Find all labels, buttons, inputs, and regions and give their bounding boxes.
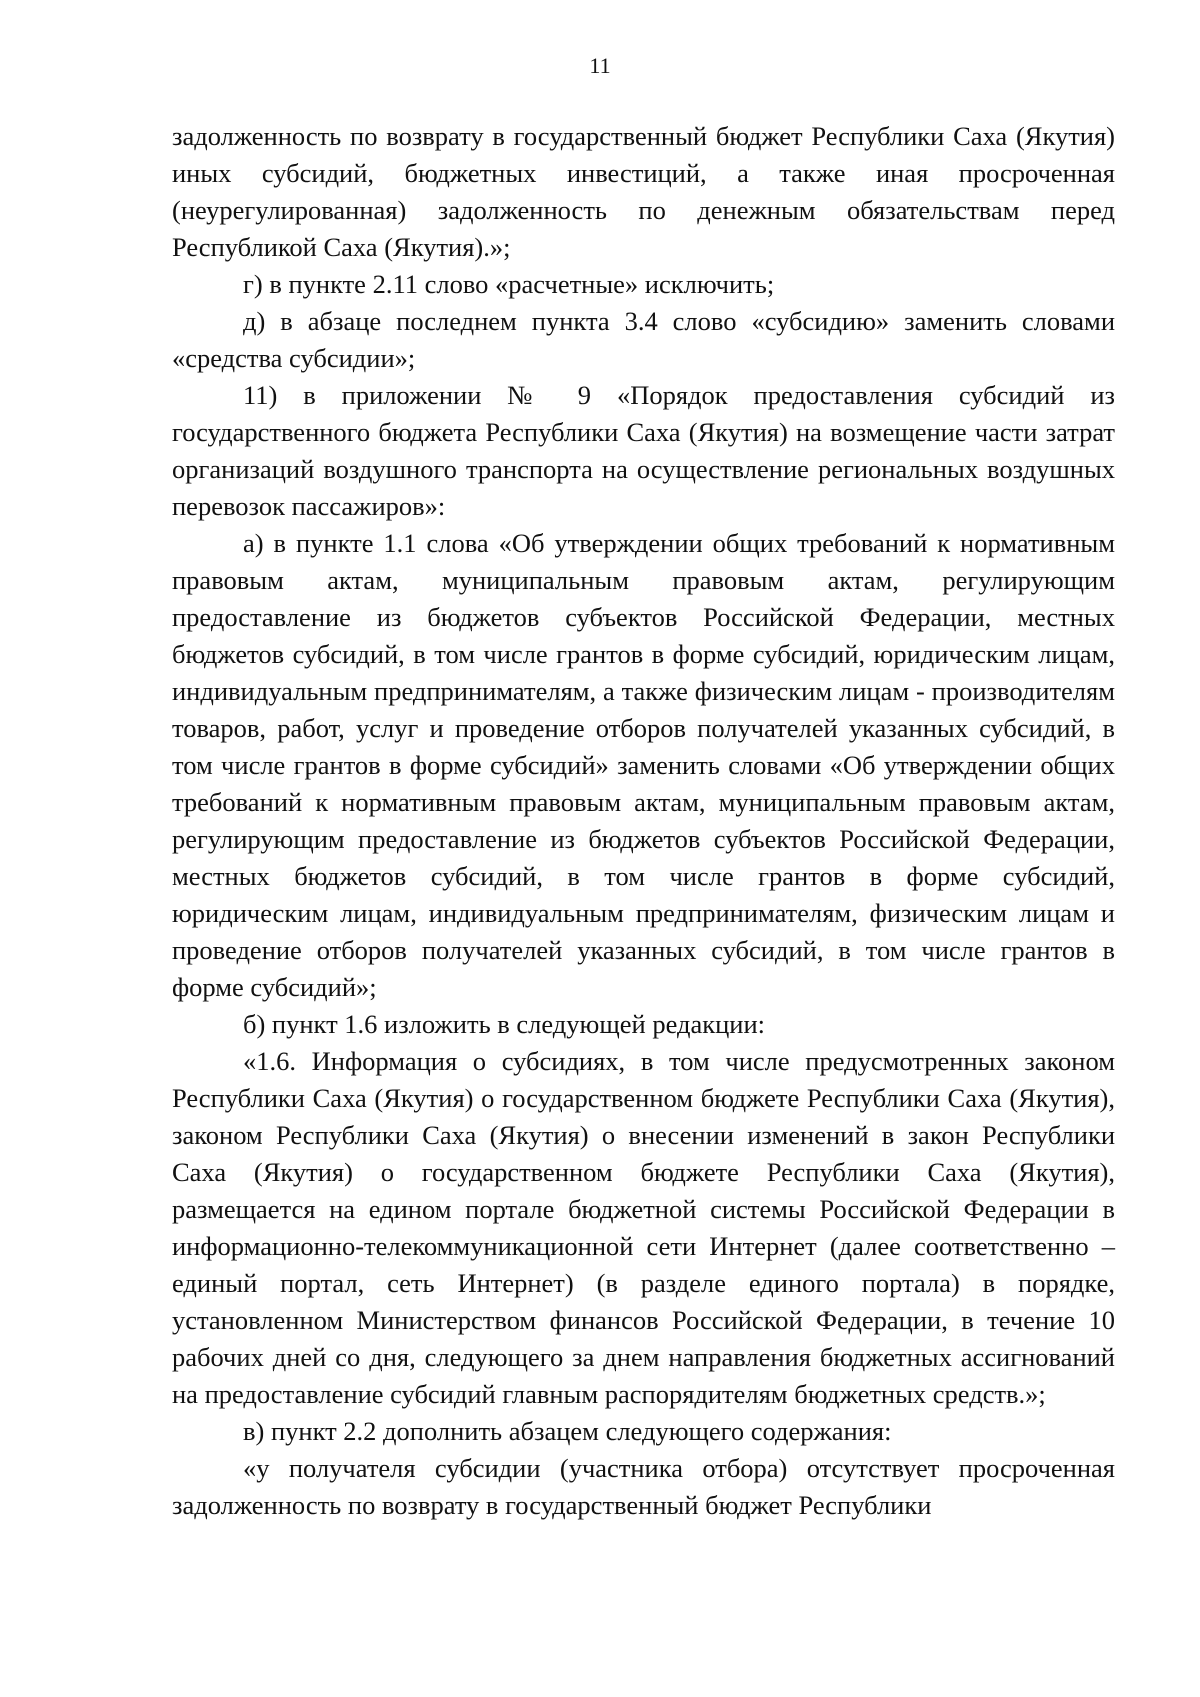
paragraph-a-item-1-1: а) в пункте 1.1 слова «Об утверждении общих требований к нормативным правовым актам, муниципальным правовым актам, регулирующим предоставление из бюджетов субъектов Российской Федерации, местных бюджетов субсидий, в том числе грантов в форме субсидий, юридическим лицам, индивидуальным предпринимателям, а также физическим лицам - производителям товаров, работ, услуг и проведение отборов получателей указанных субсидий, в том числе грантов в форме субсидий» заменить словами «Об утверждении общих требований к нормативным правовым актам, муниципальным правовым актам, регулирующим предоставление из бюджетов субъектов Российской Федерации, местных бюджетов субсидий, в том числе грантов в форме субсидий, юридическим лицам, индивидуальным предпринимателям, физическим лицам и проведение отборов получателей указанных субсидий, в том числе грантов в форме субсидий»; — [172, 528, 1115, 1002]
paragraph-d-item-3-4: д) в абзаце последнем пункта 3.4 слово «субсидию» заменить словами «средства субсидии»; — [172, 306, 1115, 373]
paragraph-g-item-2-11: г) в пункте 2.11 слово «расчетные» исключить; — [243, 269, 775, 299]
paragraph-v-item-2-2: в) пункт 2.2 дополнить абзацем следующего содержания: — [243, 1416, 892, 1446]
paragraph-11-appendix-9: 11) в приложении № 9 «Порядок предоставления субсидий из государственного бюджета Республики Саха (Якутия) на возмещение части затрат организаций воздушного транспорта на осуществление региональных воздушных перевозок пассажиров»: — [172, 380, 1115, 521]
document-body — [172, 118, 1115, 1524]
paragraph-quote-recipient: «у получателя субсидии (участника отбора) отсутствует просроченная задолженность по возврату в государственный бюджет Республики — [172, 1453, 1115, 1520]
paragraph-quote-1-6: «1.6. Информация о субсидиях, в том числе предусмотренных законом Республики Саха (Якутия) о государственном бюджете Республики Саха (Якутия), законом Республики Саха (Якутия) о внесении изменений в закон Республики Саха (Якутия) о государственном бюджете Республики Саха (Якутия), размещается на едином портале бюджетной системы Российской Федерации в информационно-телекоммуникационной сети Интернет (далее соответственно – единый портал, сеть Интернет) (в разделе единого портала) в порядке, установленном Министерством финансов Российской Федерации, в течение 10 рабочих дней со дня, следующего за днем направления бюджетных ассигнований на предоставление субсидий главным распорядителям бюджетных средств.»; — [172, 1046, 1115, 1409]
page-number: 11 — [589, 53, 611, 78]
paragraph-continued-debt: задолженность по возврату в государственный бюджет Республики Саха (Якутия) иных субсидий, бюджетных инвестиций, а также иная просроченная (неурегулированная) задолженность по денежным обязательствам перед Республикой Саха (Якутия).»; — [172, 121, 1115, 262]
paragraph-b-item-1-6: б) пункт 1.6 изложить в следующей редакции: — [243, 1009, 766, 1039]
